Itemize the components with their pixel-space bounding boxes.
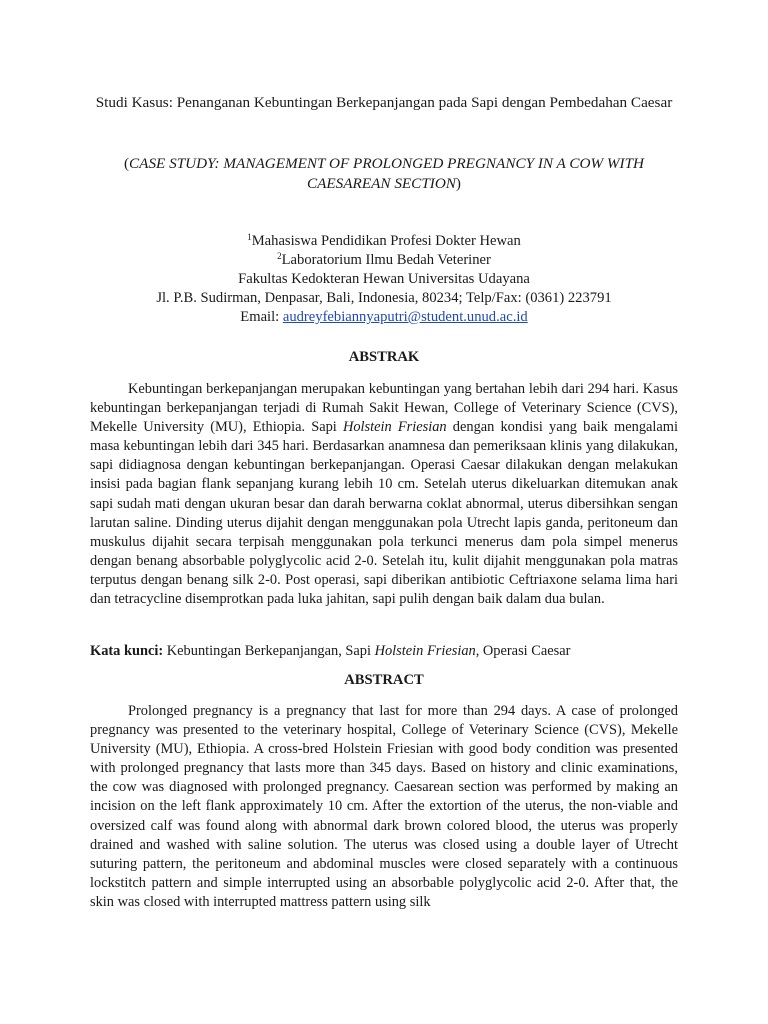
affiliation-sup-1: 1: [247, 232, 252, 242]
title-close-paren: ): [455, 175, 461, 192]
email-link[interactable]: audreyfebiannyaputri@student.unud.ac.id: [282, 309, 528, 325]
affiliation-faculty: Fakultas Kedokteran Hewan Universitas Udayana: [238, 271, 530, 287]
abstrak-text-part-2: dengan kondisi yang baik mengalami masa kebuntingan lebih dari 345 hari. Berdasarkan anamnesa dan pemeriksaan klinis yang dilakukan, sapi didiagnosa dengan kebuntingan berkepanjangan. Operasi Caesar dilakukan dengan melakukan insisi pada bagian flank sepanjang kurang lebih 10 cm. Setelah uterus dikeluarkan ditemukan anak sapi sudah mati dengan ukuran besar dan darah berwarna coklat abnormal, uterus dibersihkan sengan larutan saline. Dinding uterus dijahit dengan menggunakan pola Utrecht lapis ganda, peritoneum dan muskulus dijahit secara terpisah menggunakan pola terkunci menerus dam pola simpel menerus dengan benang absorbable polyglycolic acid 2-0. Setelah itu, kulit dijahit menggunakan pola matras terputus dengan benang silk 2-0. Post operasi, sapi diberikan antibiotic Ceftriaxone selama lima hari dan tetracycline disemprotkan pada luka jahitan, sapi pulih dengan baik dalam dua bulan.: [90, 419, 678, 608]
affiliation-text-1: Mahasiswa Pendidikan Profesi Dokter Hewan: [251, 233, 521, 249]
abstract-paragraph: Prolonged pregnancy is a pregnancy that last for more than 294 days. A case of prolonged pregnancy was presented to the veterinary hospital, College of Veterinary Science (CVS), Mekelle University (MU), Ethiopia. A cross-bred Holstein Friesian with good body condition was presented with prolonged pregnancy that lasts more than 345 days. Based on history and clinic examinations, the cow was diagnosed with prolonged pregnancy. Caesarean section was performed by making an incision on the left flank approximately 10 cm. After the extortion of the uterus, the non-viable and oversized calf was found along with abnormal dark brown colored blood, the uterus was properly drained and washed with saline solution. The uterus was closed using a double layer of Utrecht suturing pattern, the peritoneum and abdominal muscles were closed separately with a continuous lockstitch pattern and simple interrupted using an absorbable polyglycolic acid 2-0. After that, the skin was closed with interrupted mattress pattern using silk: [90, 703, 678, 910]
affiliation-line-1: [0, 232, 768, 251]
abstrak-heading: ABSTRAK: [348, 349, 420, 365]
abstrak-text-part-1: Kebuntingan berkepanjangan merupakan kebuntingan yang bertahan lebih dari 294 hari. Kasus kebuntingan berkepanjangan terjadi di Rumah Sakit Hewan, College of Veterinary Science (CVS), Mekelle University (MU), Ethiopia. Sapi: [90, 381, 678, 436]
keywords-text-1: Kebuntingan Berkepanjangan, Sapi: [163, 643, 375, 659]
abstrak-italic-term: Holstein Friesian: [342, 419, 447, 436]
keywords-line: [90, 642, 678, 661]
title-open-paren: (: [123, 155, 130, 172]
affiliation-line-2: [0, 251, 768, 270]
abstrak-paragraph: [90, 380, 678, 609]
keywords-italic: Holstein Friesian: [374, 643, 476, 659]
affiliation-sup-2: 2: [277, 251, 282, 261]
email-line: [0, 308, 768, 327]
title-english: [110, 154, 658, 194]
title-english-text: CASE STUDY: MANAGEMENT OF PROLONGED PREGNANCY IN A COW WITH CAESAREAN SECTION: [129, 155, 645, 192]
keywords-label: Kata kunci:: [90, 643, 164, 659]
title-indonesian: Studi Kasus: Penanganan Kebuntingan Berkepanjangan pada Sapi dengan Pembedahan Caesar: [95, 94, 673, 111]
affiliation-address: Jl. P.B. Sudirman, Denpasar, Bali, Indonesia, 80234; Telp/Fax: (0361) 223791: [156, 290, 612, 306]
author-affiliations: [0, 232, 768, 327]
email-label: Email:: [240, 309, 283, 325]
affiliation-text-2: Laboratorium Ilmu Bedah Veteriner: [281, 252, 491, 268]
keywords-text-2: , Operasi Caesar: [475, 643, 571, 659]
abstract-heading: ABSTRACT: [344, 672, 424, 688]
